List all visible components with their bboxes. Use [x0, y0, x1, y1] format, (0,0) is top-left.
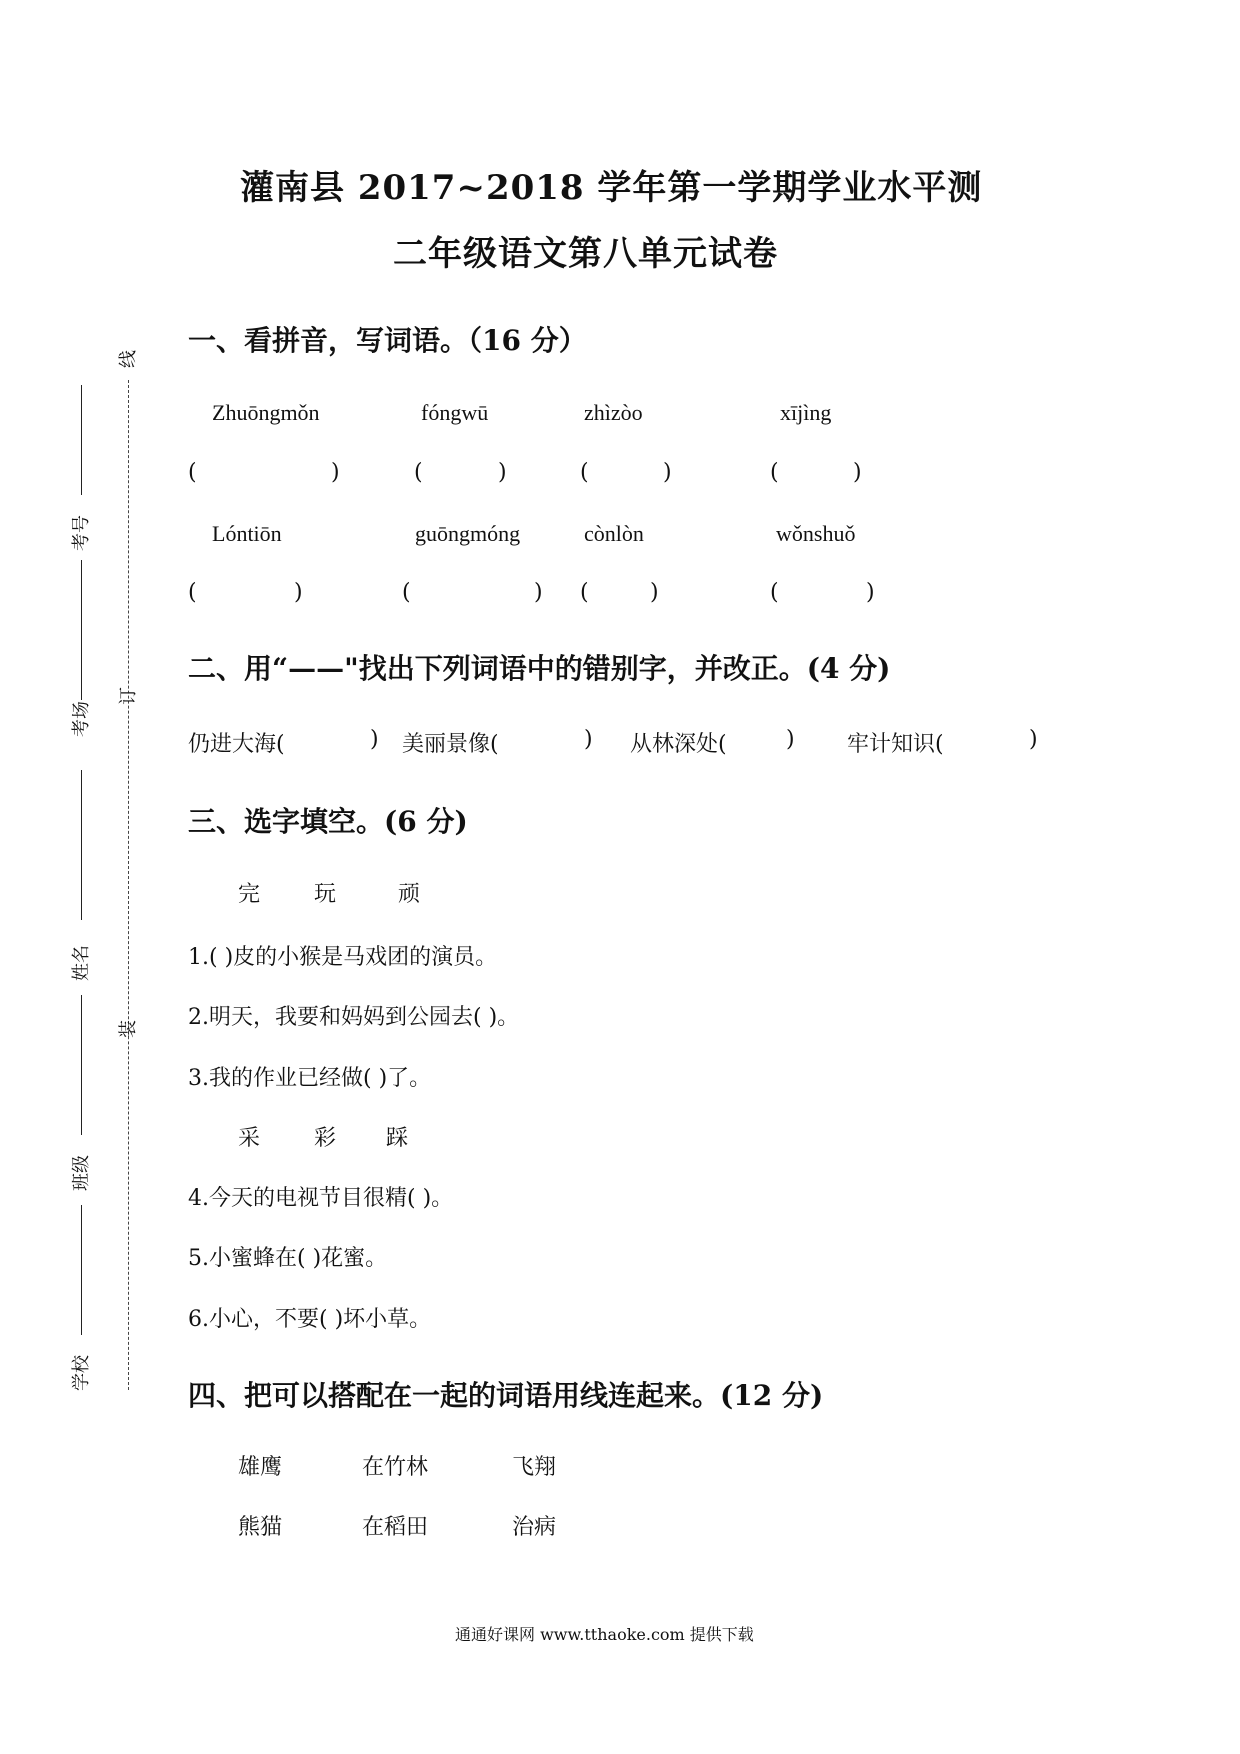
char-option: 采: [238, 1126, 261, 1151]
correction-close: ): [370, 727, 379, 752]
pinyin-item: zhìzòo: [584, 400, 643, 425]
binding-line-segment: [81, 1205, 82, 1335]
binding-label-banji: 班级: [71, 1155, 92, 1191]
fill-question-6: 6.小心，不要( )坏小草。: [188, 1307, 432, 1332]
answer-paren-open: (: [770, 580, 779, 605]
fill-question-2: 2.明天，我要和妈妈到公园去( )。: [188, 1005, 520, 1030]
pinyin-item: guōngmóng: [415, 521, 521, 546]
section3-heading: 三、选字填空。(6 分): [188, 805, 468, 838]
footer-source: 通通好课网 www.tthaoke.com 提供下载: [455, 1625, 754, 1644]
answer-paren-open: (: [580, 460, 589, 485]
answer-paren-close: ): [534, 580, 543, 605]
answer-paren-close: ): [294, 580, 303, 605]
page-title-line1: 灌南县 2017~2018 学年第一学期学业水平测: [240, 168, 983, 208]
answer-paren-open: (: [414, 460, 423, 485]
answer-paren-open: (: [402, 580, 411, 605]
pinyin-item: xījìng: [780, 400, 832, 425]
section2-heading: 二、用“——"找出下列词语中的错别字，并改正。(4 分): [188, 652, 891, 685]
binding-line-segment: [81, 770, 82, 920]
match-word: 在竹林: [362, 1455, 429, 1480]
correction-close: ): [786, 727, 795, 752]
match-word: 飞翔: [512, 1455, 557, 1480]
match-word: 治病: [512, 1515, 557, 1540]
fill-question-3: 3.我的作业已经做( )了。: [188, 1066, 432, 1091]
answer-paren-close: ): [866, 580, 875, 605]
binding-label-xian: 线: [118, 350, 139, 368]
page-title-line2: 二年级语文第八单元试卷: [393, 234, 778, 274]
answer-paren-open: (: [580, 580, 589, 605]
correction-close: ): [1029, 727, 1038, 752]
correction-item: 牢计知识(: [847, 732, 944, 757]
pinyin-item: wǒnshuǒ: [776, 521, 856, 546]
binding-dashed-line: [128, 380, 129, 1390]
section4-heading: 四、把可以搭配在一起的词语用线连起来。(12 分): [188, 1379, 824, 1412]
char-option: 踩: [386, 1126, 409, 1151]
binding-label-xingming: 姓名: [71, 945, 92, 981]
char-option: 玩: [314, 882, 337, 907]
match-word: 熊猫: [238, 1515, 283, 1540]
correction-close: ): [584, 727, 593, 752]
answer-paren-open: (: [770, 460, 779, 485]
answer-paren-open: (: [188, 580, 197, 605]
match-word: 在稻田: [362, 1515, 429, 1540]
binding-line-segment: [81, 385, 82, 495]
binding-label-kaochang: 考场: [71, 701, 92, 737]
correction-item: 仍进大海(: [188, 732, 285, 757]
fill-question-1: 1.( )皮的小猴是马戏团的演员。: [188, 945, 498, 970]
char-option: 完: [238, 882, 261, 907]
pinyin-item: Zhuōngmǒn: [212, 400, 320, 425]
answer-paren-close: ): [853, 460, 862, 485]
answer-paren-close: ): [331, 460, 340, 485]
binding-label-xuexiao: 学校: [71, 1355, 92, 1391]
correction-item: 从林深处(: [630, 732, 727, 757]
match-word: 雄鹰: [238, 1455, 283, 1480]
answer-paren-close: ): [498, 460, 507, 485]
answer-paren-open: (: [188, 460, 197, 485]
binding-label-zhuang: 装: [118, 1020, 139, 1038]
binding-label-kaohao: 考号: [71, 515, 92, 551]
binding-line-segment: [81, 560, 82, 700]
char-option: 彩: [314, 1126, 337, 1151]
pinyin-item: fóngwū: [421, 400, 489, 425]
binding-label-ding: 订: [118, 687, 139, 705]
correction-item: 美丽景像(: [402, 732, 499, 757]
answer-paren-close: ): [650, 580, 659, 605]
pinyin-item: Lóntiōn: [212, 521, 282, 546]
binding-line-segment: [81, 995, 82, 1135]
fill-question-5: 5.小蜜蜂在( )花蜜。: [188, 1246, 388, 1271]
pinyin-item: cònlòn: [584, 521, 644, 546]
section1-heading: 一、看拼音，写词语。（16 分）: [188, 324, 587, 357]
answer-paren-close: ): [663, 460, 672, 485]
fill-question-4: 4.今天的电视节目很精( )。: [188, 1186, 454, 1211]
char-option: 顽: [398, 882, 421, 907]
